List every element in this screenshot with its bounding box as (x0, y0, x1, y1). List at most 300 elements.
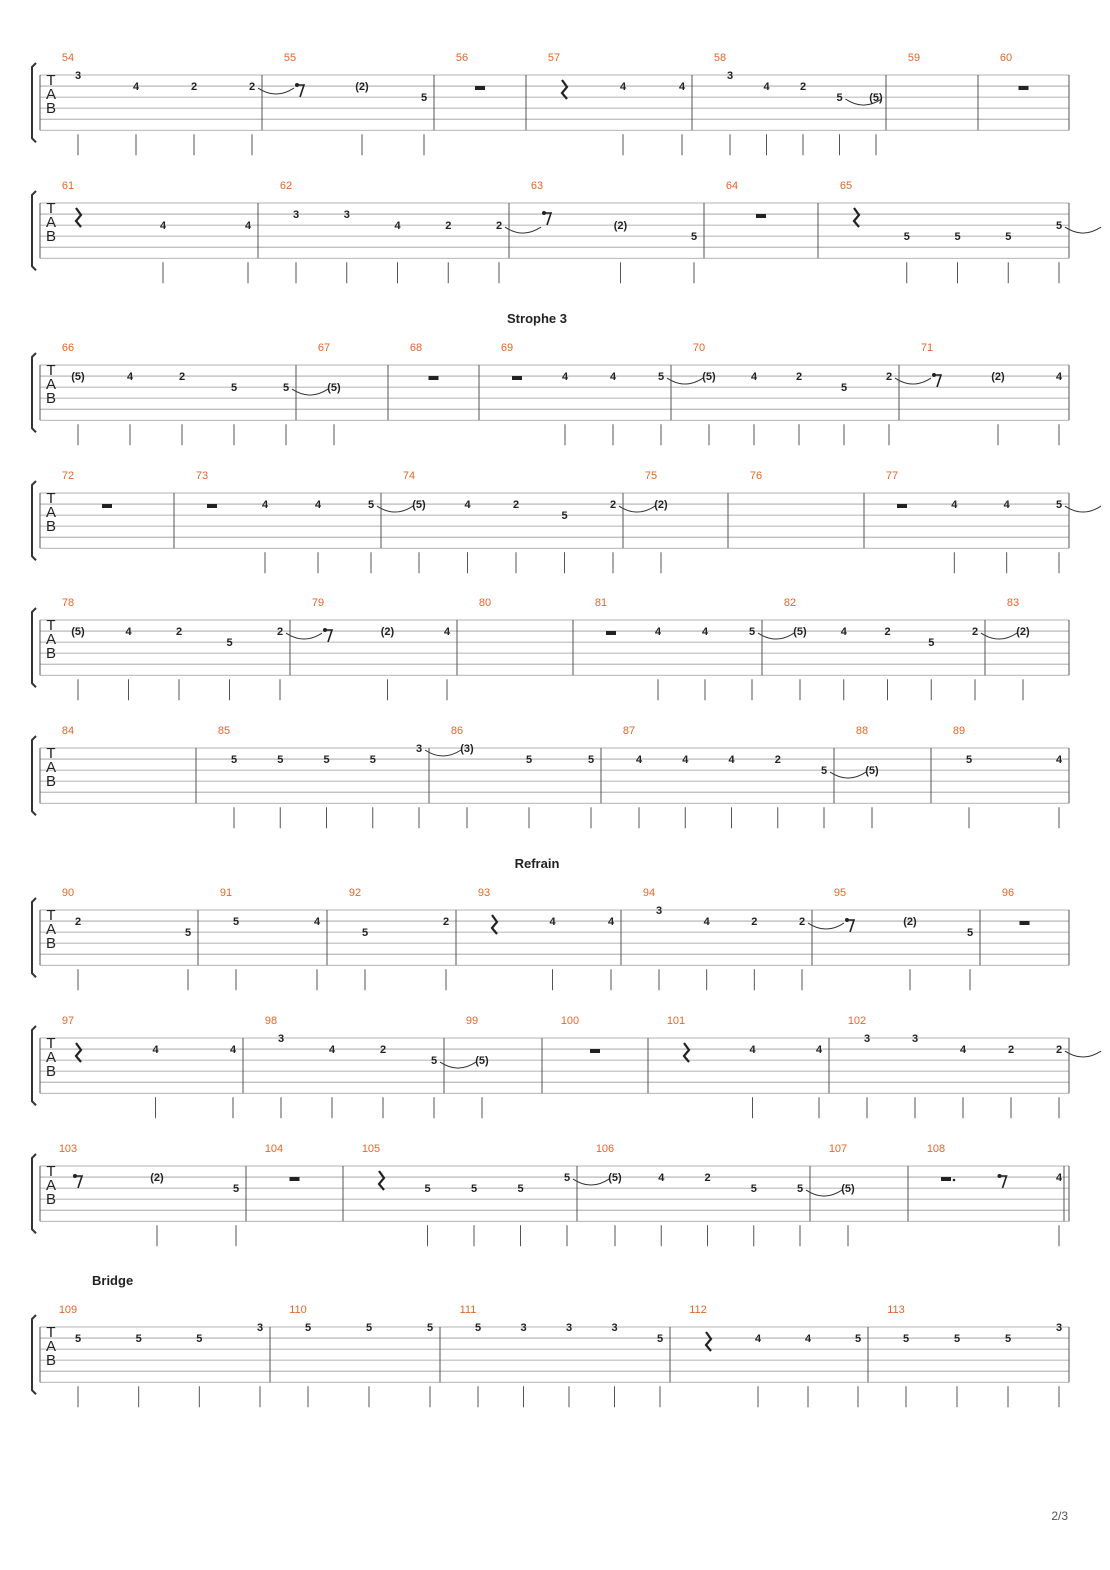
fret-number: 5 (420, 92, 428, 105)
measure-number: 72 (61, 470, 75, 482)
fret-number: 3 (256, 1322, 264, 1334)
measure-number: 68 (409, 342, 423, 354)
tie-arc (1065, 506, 1101, 512)
measure-number: 97 (61, 1015, 75, 1027)
tie-arc (808, 923, 844, 929)
measure-number: 76 (749, 470, 763, 482)
fret-number: (5) (475, 1055, 489, 1068)
measure-number: 96 (1001, 887, 1015, 899)
measure-number: 107 (828, 1143, 848, 1155)
fret-number: 5 (796, 1183, 804, 1196)
measure-number: 99 (465, 1015, 479, 1027)
measure-number: 65 (839, 180, 853, 192)
tab-clef-letter: B (45, 1352, 57, 1369)
tab-clef-letter: A (45, 504, 57, 521)
tie-arc (830, 772, 866, 778)
fret-number: 5 (135, 1333, 142, 1346)
fret-number: 5 (656, 1333, 664, 1346)
fret-number: 2 (774, 754, 781, 767)
fret-number: 5 (750, 1183, 757, 1196)
measure-number: 89 (952, 725, 966, 737)
tab-clef-letter: B (45, 100, 57, 117)
fret-number: 2 (442, 916, 450, 929)
eighth-rest (544, 213, 551, 225)
tab-clef-letter: B (45, 390, 57, 407)
measure-number: 104 (264, 1143, 284, 1155)
fret-number: 5 (840, 382, 848, 395)
fret-number: 5 (232, 916, 240, 929)
fret-number: 5 (369, 754, 376, 767)
quarter-rest (76, 208, 81, 227)
measure-number: 69 (500, 342, 514, 354)
system-bracket (32, 1154, 36, 1233)
tab-clef-letter: T (46, 1324, 56, 1341)
eighth-rest (75, 1176, 82, 1188)
tie-arc (1065, 227, 1101, 233)
measure-number: 81 (594, 597, 608, 609)
fret-number: 2 (379, 1044, 387, 1057)
half-rest (1020, 921, 1030, 925)
fret-number: 3 (726, 70, 734, 82)
fret-number: 4 (464, 499, 471, 512)
tie-arc (573, 1179, 609, 1185)
tab-system (32, 1015, 1101, 1118)
measure-number: 90 (61, 887, 75, 899)
fret-number: 5 (365, 1322, 373, 1334)
measure-number: 86 (450, 725, 464, 737)
fret-number: 2 (971, 626, 979, 639)
tab-clef-letter: A (45, 921, 57, 938)
fret-number: 2 (175, 626, 183, 639)
fret-number: 5 (820, 765, 828, 778)
fret-number: 5 (196, 1333, 203, 1346)
half-rest (606, 631, 616, 635)
fret-number: (2) (654, 499, 668, 512)
fret-number: 4 (840, 626, 847, 639)
system-bracket (32, 898, 36, 977)
measure-number: 94 (642, 887, 656, 899)
measure-number: 105 (361, 1143, 381, 1155)
fret-number: (5) (412, 499, 426, 512)
fret-number: 5 (323, 754, 330, 767)
fret-number: 4 (152, 1044, 159, 1057)
tab-clef-letter: A (45, 214, 57, 231)
measure-number: 113 (887, 1304, 905, 1316)
fret-number: 5 (474, 1322, 482, 1334)
fret-number: 4 (951, 499, 958, 512)
fret-number: 4 (229, 1044, 237, 1057)
half-rest (512, 376, 522, 380)
fret-number: 5 (587, 754, 595, 767)
system-bracket (32, 481, 36, 560)
fret-number: 4 (609, 371, 617, 384)
fret-number: 4 (126, 371, 134, 384)
quarter-rest (76, 1043, 81, 1062)
fret-number: (2) (903, 916, 917, 929)
tab-system (32, 856, 1069, 990)
eighth-rest-dot (845, 918, 849, 922)
tab-clef-letter: B (45, 773, 57, 790)
measure-number: 78 (61, 597, 75, 609)
tab-clef-letter: A (45, 1049, 57, 1066)
tab-clef-letter: A (45, 1177, 57, 1194)
fret-number: 3 (277, 1033, 285, 1045)
fret-number: 5 (1055, 499, 1063, 512)
half-rest (756, 214, 766, 218)
fret-number: 4 (314, 499, 322, 512)
fret-number: (2) (613, 220, 628, 233)
fret-number: 5 (184, 927, 192, 940)
system-bracket (32, 608, 36, 687)
tab-system (32, 311, 1069, 445)
fret-number: 2 (1055, 1044, 1063, 1057)
fret-number: (5) (869, 92, 883, 105)
measure-number: 87 (622, 725, 636, 737)
fret-number: (5) (327, 382, 341, 395)
fret-number: (2) (380, 626, 395, 639)
fret-number: (2) (1016, 626, 1030, 639)
system-bracket (32, 1315, 36, 1394)
fret-number: 3 (863, 1033, 871, 1045)
eighth-rest-dot (323, 628, 327, 632)
measure-number: 57 (547, 52, 561, 64)
measure-number: 80 (478, 597, 492, 609)
measure-number: 82 (783, 597, 797, 609)
tie-arc (440, 1062, 476, 1068)
tie-arc (505, 227, 541, 233)
measure-number: 100 (560, 1015, 580, 1027)
fret-number: 4 (394, 220, 401, 233)
measure-number: 79 (311, 597, 325, 609)
fret-number: 4 (244, 220, 252, 233)
tab-clef-letter: B (45, 518, 57, 535)
measure-number: 111 (459, 1304, 477, 1316)
fret-number: 2 (495, 220, 503, 233)
fret-number: 5 (424, 1183, 431, 1196)
measure-number: 106 (595, 1143, 615, 1155)
quarter-rest (379, 1171, 384, 1190)
fret-number: 4 (159, 220, 167, 233)
measure-number: 64 (725, 180, 739, 192)
fret-number: 5 (953, 1333, 961, 1346)
fret-number: 3 (611, 1322, 618, 1334)
fret-number: 5 (230, 754, 238, 767)
measure-number: 93 (477, 887, 491, 899)
eighth-rest-dot (73, 1174, 77, 1178)
fret-number: 5 (232, 1183, 240, 1196)
tab-system (32, 597, 1069, 700)
fret-number: 5 (1004, 1333, 1012, 1346)
tab-clef-letter: T (46, 490, 56, 507)
tie-arc (667, 378, 703, 384)
fret-number: 5 (690, 231, 698, 244)
eighth-rest-dot (542, 211, 546, 215)
fret-number: 5 (426, 1322, 434, 1334)
tab-clef-letter: A (45, 376, 57, 393)
fret-number: 5 (563, 1172, 571, 1185)
fret-number: 4 (754, 1333, 762, 1346)
fret-number: (5) (608, 1172, 622, 1185)
measure-number: 75 (644, 470, 658, 482)
measure-number: 95 (833, 887, 847, 899)
tie-arc (981, 633, 1017, 639)
fret-number: (2) (355, 81, 369, 94)
fret-number: (2) (991, 371, 1005, 384)
tab-clef-letter: B (45, 228, 57, 245)
tab-system (32, 470, 1101, 573)
measure-number: 54 (61, 52, 75, 64)
fret-number: 4 (750, 371, 758, 384)
fret-number: 3 (1055, 1322, 1063, 1334)
fret-number: 3 (343, 209, 350, 222)
fret-number: 5 (657, 371, 665, 384)
fret-number: 4 (815, 1044, 823, 1057)
fret-number: 4 (1055, 754, 1063, 767)
fret-number: 5 (525, 754, 533, 767)
fret-number: 4 (703, 916, 710, 929)
eighth-rest (325, 630, 332, 642)
section-heading: Refrain (514, 856, 560, 871)
half-rest (475, 86, 485, 90)
fret-number: 5 (966, 927, 974, 940)
tie-arc (425, 750, 461, 756)
measure-number: 109 (58, 1304, 78, 1316)
fret-number: 5 (928, 637, 935, 650)
fret-number: 2 (1007, 1044, 1015, 1057)
section-heading: Bridge (92, 1273, 134, 1288)
measure-number: 110 (289, 1304, 307, 1316)
quarter-rest (854, 208, 859, 227)
fret-number: 2 (609, 499, 617, 512)
measure-number: 84 (61, 725, 75, 737)
tab-clef-letter: T (46, 907, 56, 924)
measure-number: 62 (279, 180, 293, 192)
fret-number: 2 (885, 371, 893, 384)
measure-number: 60 (999, 52, 1013, 64)
fret-number: 5 (965, 754, 973, 767)
eighth-rest-dot (295, 83, 299, 87)
fret-number: 4 (804, 1333, 812, 1346)
fret-number: (5) (71, 626, 85, 639)
tie-arc (1065, 1051, 1101, 1057)
tab-clef-letter: T (46, 617, 56, 634)
half-rest (590, 1049, 600, 1053)
tab-clef-letter: A (45, 86, 57, 103)
fret-number: 2 (704, 1172, 711, 1185)
fret-number: 2 (795, 371, 803, 384)
half-rest (1019, 86, 1029, 90)
measure-number: 56 (455, 52, 469, 64)
fret-number: (5) (702, 371, 716, 384)
fret-number: 5 (282, 382, 290, 395)
half-rest (897, 504, 907, 508)
fret-number: 5 (517, 1183, 524, 1196)
fret-number: 4 (619, 81, 627, 94)
section-heading: Strophe 3 (507, 311, 567, 326)
quarter-rest (562, 80, 567, 99)
eighth-rest-dot (998, 1174, 1002, 1178)
tab-clef-letter: T (46, 745, 56, 762)
measure-number: 67 (317, 342, 331, 354)
fret-number: 5 (954, 231, 961, 244)
tab-clef-letter: A (45, 631, 57, 648)
fret-number: (5) (71, 371, 85, 384)
tie-arc (619, 506, 655, 512)
fret-number: 5 (277, 754, 284, 767)
tab-clef-letter: T (46, 1163, 56, 1180)
fret-number: 4 (1055, 1172, 1063, 1185)
system-bracket (32, 63, 36, 142)
half-rest (941, 1177, 951, 1181)
tab-clef-letter: T (46, 1035, 56, 1052)
fret-number: (5) (793, 626, 807, 639)
fret-number: 4 (749, 1044, 756, 1057)
measure-number: 63 (530, 180, 544, 192)
measure-number: 59 (907, 52, 921, 64)
tie-arc (377, 506, 413, 512)
fret-number: 4 (658, 1172, 665, 1185)
fret-number: 5 (74, 1333, 82, 1346)
fret-number: 3 (415, 743, 423, 755)
fret-number: 3 (655, 905, 663, 917)
tab-clef-letter: T (46, 200, 56, 217)
half-rest (429, 376, 439, 380)
fret-number: 4 (678, 81, 686, 94)
fret-number: 5 (367, 499, 375, 512)
fret-number: 4 (959, 1044, 967, 1057)
fret-number: 4 (763, 81, 770, 94)
tab-clef-letter: B (45, 1063, 57, 1080)
fret-number: (3) (460, 743, 474, 755)
tab-clef-letter: T (46, 362, 56, 379)
measure-number: 91 (219, 887, 233, 899)
fret-number: 5 (836, 92, 843, 105)
quarter-rest (492, 915, 497, 934)
quarter-rest (706, 1332, 711, 1351)
fret-number: (5) (865, 765, 879, 778)
tab-system (32, 1273, 1069, 1407)
fret-number: 3 (74, 70, 82, 82)
measure-number: 70 (692, 342, 706, 354)
tie-arc (895, 378, 931, 384)
measure-number: 98 (264, 1015, 278, 1027)
fret-number: 5 (902, 1333, 910, 1346)
fret-number: 5 (230, 382, 238, 395)
tab-system (32, 52, 1069, 155)
fret-number: (2) (150, 1172, 164, 1185)
measure-number: 101 (666, 1015, 686, 1027)
fret-number: 3 (565, 1322, 573, 1334)
system-bracket (32, 736, 36, 815)
tab-clef-letter: T (46, 72, 56, 89)
fret-number: 2 (276, 626, 284, 639)
fret-number: 4 (549, 916, 556, 929)
fret-number: 2 (751, 916, 758, 929)
fret-number: 2 (190, 81, 198, 94)
half-rest (290, 1177, 300, 1181)
fret-number: 4 (125, 626, 132, 639)
half-rest (207, 504, 217, 508)
fret-number: 5 (748, 626, 756, 639)
system-bracket (32, 1026, 36, 1105)
tab-clef-letter: A (45, 759, 57, 776)
half-rest (102, 504, 112, 508)
tie-arc (286, 633, 322, 639)
fret-number: 2 (178, 371, 186, 384)
fret-number: (5) (841, 1183, 855, 1196)
fret-number: 4 (443, 626, 451, 639)
fret-number: 2 (512, 499, 520, 512)
fret-number: 4 (607, 916, 615, 929)
measure-number: 112 (689, 1304, 707, 1316)
system-bracket (32, 191, 36, 270)
tie-arc (758, 633, 794, 639)
tab-clef-letter: B (45, 935, 57, 952)
fret-number: 5 (304, 1322, 312, 1334)
measure-number: 77 (885, 470, 899, 482)
page-number: 2/3 (1051, 1509, 1068, 1523)
fret-number: 4 (682, 754, 689, 767)
fret-number: 4 (701, 626, 709, 639)
fret-number: 5 (1005, 231, 1012, 244)
fret-number: 3 (911, 1033, 919, 1045)
fret-number: 5 (903, 231, 910, 244)
fret-number: 4 (635, 754, 643, 767)
eighth-rest (1000, 1176, 1007, 1188)
tab-clef-letter: B (45, 1191, 57, 1208)
measure-number: 55 (283, 52, 297, 64)
tab-clef-letter: B (45, 645, 57, 662)
measure-number: 83 (1006, 597, 1020, 609)
fret-number: 5 (226, 637, 233, 650)
eighth-rest-dot (932, 373, 936, 377)
measure-number: 85 (217, 725, 231, 737)
fret-number: 4 (1003, 499, 1010, 512)
measure-number: 73 (195, 470, 209, 482)
measure-number: 103 (58, 1143, 78, 1155)
measure-number: 88 (855, 725, 869, 737)
tie-arc (292, 389, 328, 395)
measure-number: 92 (348, 887, 362, 899)
fret-number: 4 (728, 754, 735, 767)
eighth-rest (297, 85, 304, 97)
fret-number: 5 (430, 1055, 438, 1068)
tab-system (32, 1143, 1069, 1246)
measure-number: 102 (847, 1015, 867, 1027)
fret-number: 2 (248, 81, 256, 94)
fret-number: 4 (328, 1044, 336, 1057)
quarter-rest (684, 1043, 689, 1062)
measure-number: 108 (926, 1143, 946, 1155)
measure-number: 66 (61, 342, 75, 354)
measure-number: 71 (920, 342, 934, 354)
fret-number: 5 (1055, 220, 1063, 233)
fret-number: 4 (261, 499, 269, 512)
measure-number: 58 (713, 52, 727, 64)
fret-number: 4 (561, 371, 569, 384)
fret-number: 4 (1055, 371, 1063, 384)
fret-number: 4 (313, 916, 321, 929)
fret-number: 5 (470, 1183, 478, 1196)
fret-number: 5 (561, 510, 568, 523)
measure-number: 61 (61, 180, 75, 192)
rest-dot (953, 1179, 956, 1182)
fret-number: 4 (654, 626, 662, 639)
measure-number: 74 (402, 470, 416, 482)
fret-number: 2 (445, 220, 452, 233)
fret-number: 3 (520, 1322, 527, 1334)
fret-number: 2 (884, 626, 891, 639)
